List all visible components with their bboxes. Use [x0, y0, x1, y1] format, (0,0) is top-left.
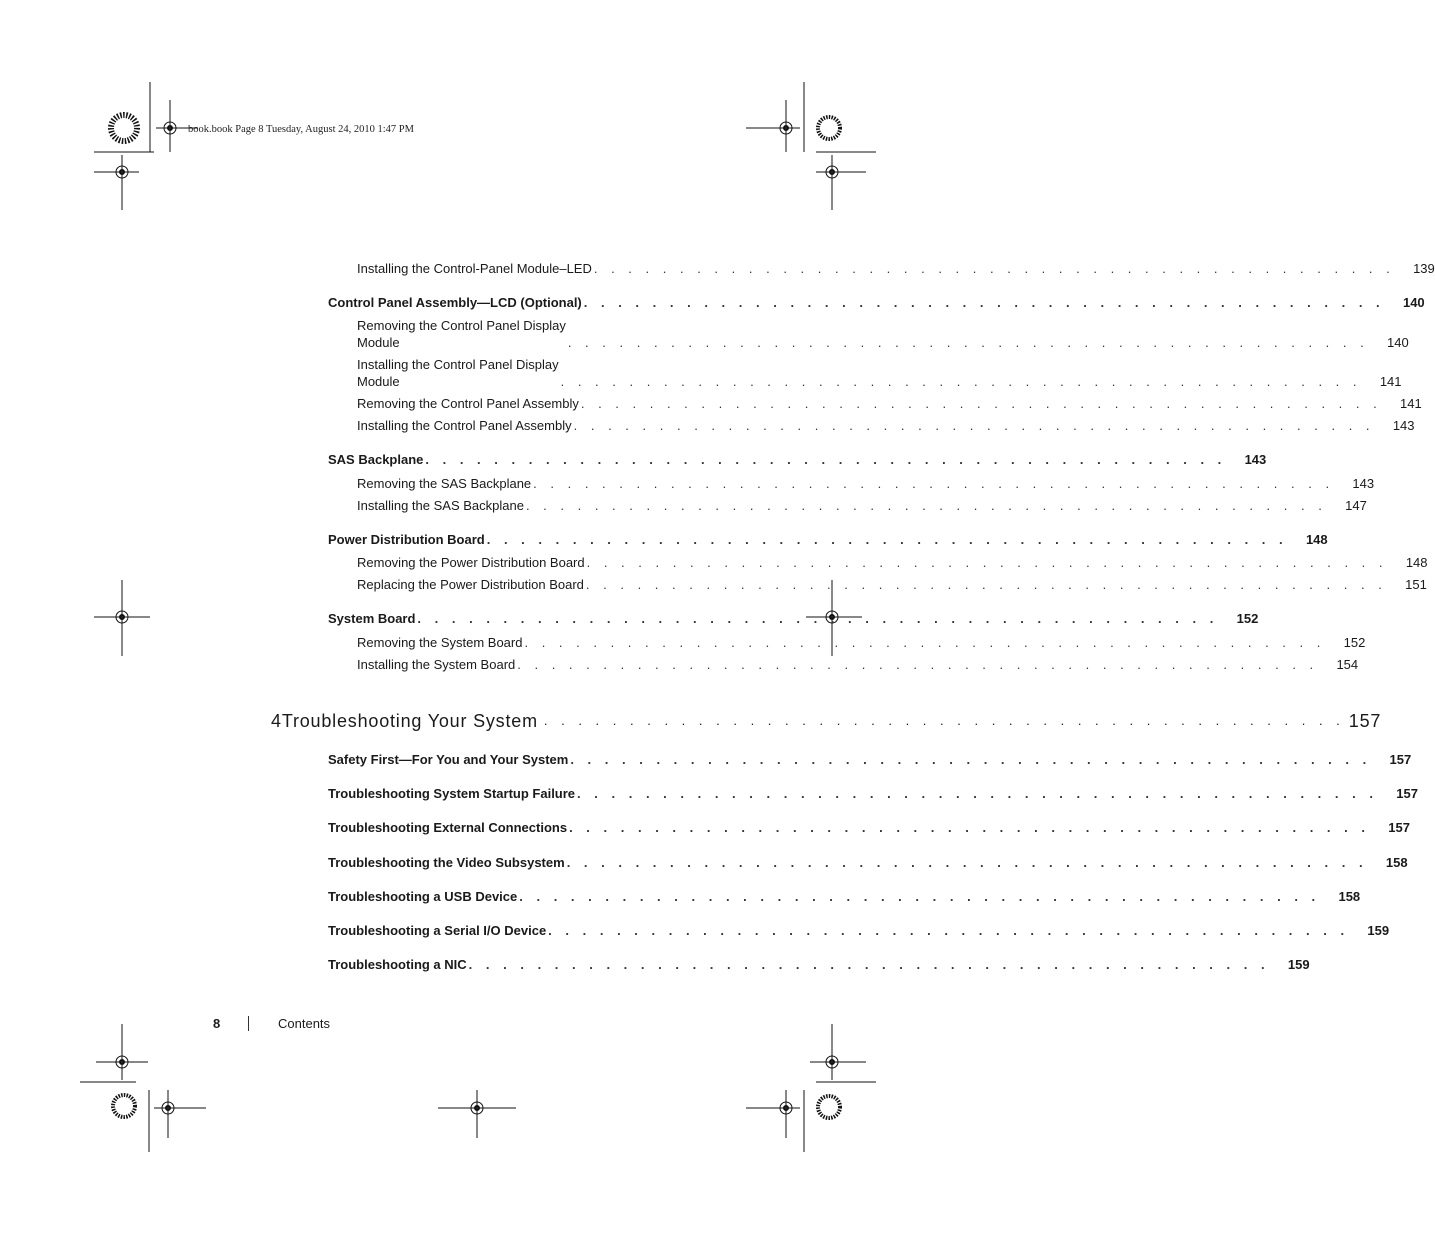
- toc-section-entry[interactable]: [328, 610, 1259, 627]
- toc-section-entry[interactable]: [328, 819, 1410, 836]
- toc-page-number: 140: [1402, 295, 1425, 310]
- toc-leader: . . . . . . . . . . . . . . . . . . . . . . . . . . . . . . . . . . . . . . . . . . . . . . .: [519, 889, 1321, 904]
- toc-entry-title: SAS Backplane: [328, 452, 424, 467]
- toc-page-number: 159: [1367, 923, 1390, 938]
- toc-entry[interactable]: [357, 417, 1415, 434]
- registration-mark-icon: [100, 100, 148, 152]
- toc-entry-title: Control Panel Assembly—LCD (Optional): [328, 295, 582, 310]
- toc-page-number: 147: [1345, 498, 1367, 513]
- toc-page-number: 152: [1236, 611, 1259, 626]
- toc-section-entry[interactable]: [328, 956, 1310, 973]
- toc-page-number: 154: [1336, 657, 1359, 672]
- toc-leader: . . . . . . . . . . . . . . . . . . . . . . . . . . . . . . . . . . . . . . . . . . . . . . .: [593, 261, 1395, 276]
- toc-page-number: 148: [1305, 532, 1328, 547]
- toc-entry-title: Removing the SAS Backplane: [357, 476, 532, 491]
- print-header: book.book Page 8 Tuesday, August 24, 2010 1:47 PM: [188, 124, 414, 135]
- toc-leader: . . . . . . . . . . . . . . . . . . . . . . . . . . . . . . . . . . . . . . . . . . . . . . .: [577, 786, 1378, 801]
- toc-entry-title: Troubleshooting External Connections: [328, 820, 568, 835]
- toc-entry-title: Troubleshooting System Startup Failure: [328, 786, 576, 801]
- toc-entry-title: Safety First—For You and Your System: [328, 752, 569, 767]
- toc-entry-title-line: Module: [357, 335, 400, 350]
- toc-page-number: 151: [1405, 577, 1427, 592]
- toc-page-number: 141: [1379, 374, 1402, 389]
- toc-entry-title: Troubleshooting a Serial I/O Device: [328, 923, 547, 938]
- toc-entry-title: Replacing the Power Distribution Board: [357, 577, 584, 592]
- toc-leader: . . . . . . . . . . . . . . . . . . . . . . . . . . . . . . . . . . . . . . . . . . . . . . .: [586, 555, 1388, 570]
- toc-entry[interactable]: [357, 475, 1375, 492]
- crosshair-icon: [94, 150, 154, 210]
- toc-page-number: 158: [1338, 889, 1361, 904]
- registration-mark-icon: [104, 1088, 146, 1128]
- toc-leader: . . . . . . . . . . . . . . . . . . . . . . . . . . . . . . . . . . . . . . . . . . . . . . .: [566, 855, 1368, 870]
- footer-divider: [248, 1016, 249, 1031]
- toc-section-entry[interactable]: [328, 751, 1412, 768]
- toc-entry-title: Installing the Control Panel Assembly: [357, 418, 572, 433]
- toc-section-entry[interactable]: [328, 785, 1418, 802]
- toc-entry-title: Removing the Control Panel Assembly: [357, 396, 579, 411]
- toc-entry-title: Troubleshooting the Video Subsystem: [328, 855, 565, 870]
- toc-leader: . . . . . . . . . . . . . . . . . . . . . . . . . . . . . . . . . . . . . . . . . . . . . . .: [583, 295, 1385, 310]
- footer-section-label: Contents: [278, 1016, 331, 1031]
- toc-page-number: 140: [1387, 335, 1409, 350]
- toc-entry[interactable]: [357, 634, 1366, 651]
- toc-entry-title: [357, 356, 559, 390]
- toc-leader: . . . . . . . . . . . . . . . . . . . . . . . . . . . . . . . . . . . . . . . . . . . . . . .: [567, 335, 1369, 350]
- toc-entry[interactable]: [357, 497, 1367, 514]
- crosshair-icon: [438, 1090, 516, 1140]
- toc-leader: . . . . . . . . . . . . . . . . . . . . . . . . . . . . . . . . . . . . . . . . . . . . . . .: [425, 452, 1227, 467]
- toc-entry-title: Installing the SAS Backplane: [357, 498, 524, 513]
- crosshair-icon: [148, 82, 198, 152]
- toc-section-entry[interactable]: [328, 294, 1425, 311]
- toc-entry-title: Troubleshooting a NIC: [328, 957, 467, 972]
- toc-page-number: 159: [1287, 957, 1310, 972]
- toc-entry[interactable]: [357, 576, 1427, 593]
- toc-page-number: 143: [1244, 452, 1267, 467]
- toc-page-number: 157: [1388, 820, 1410, 835]
- toc-leader: . . . . . . . . . . . . . . . . . . . . . . . . . . . . . . . . . . . . . . . . . . . . . . .: [569, 820, 1370, 835]
- toc-page-number: 157: [1396, 786, 1418, 801]
- toc-leader: . . . . . . . . . . . . . . . . . . . . . . . . . . . . . . . . . . . . . . . . . . . . . . .: [570, 752, 1372, 767]
- crosshair-icon: [80, 1024, 154, 1084]
- toc-chapter-entry[interactable]: [271, 710, 1382, 732]
- toc-section-entry[interactable]: [328, 888, 1361, 905]
- toc-leader: . . . . . . . . . . . . . . . . . . . . . . . . . . . . . . . . . . . . . . . . . . . . . . .: [417, 611, 1219, 626]
- toc-section-entry[interactable]: [328, 451, 1267, 468]
- toc-leader: . . . . . . . . . . . . . . . . . . . . . . . . . . . . . . . . . . . . . . . . . . . . . . .: [468, 957, 1270, 972]
- toc-page-number: 152: [1343, 635, 1366, 650]
- registration-mark-icon: [808, 104, 852, 152]
- toc-leader: . . . . . . . . . . . . . . . . . . . . . . . . . . . . . . . . . . . . . . . . . . . . . . .: [486, 532, 1288, 547]
- crosshair-icon: [806, 150, 876, 210]
- toc-page-number: 143: [1392, 418, 1415, 433]
- toc-entry-title-line: Module: [357, 374, 400, 389]
- toc-entry-title-line: Installing the Control Panel Display: [357, 357, 559, 372]
- toc-entry-title: Installing the Control-Panel Module–LED: [357, 261, 592, 276]
- toc-entry-title: Power Distribution Board: [328, 532, 485, 547]
- toc-entry-title-line: Removing the Control Panel Display: [357, 318, 566, 333]
- toc-leader: . . . . . . . . . . . . . . . . . . . . . . . . . . . . . . . . . . . . . . . . . . . . . . .: [580, 396, 1382, 411]
- toc-page-number: 139: [1413, 261, 1435, 276]
- registration-mark-icon: [808, 1088, 850, 1130]
- crosshair-icon: [746, 82, 806, 152]
- toc-leader: . . . . . . . . . . . . . . . . . . . . . . . . . . . . . . . . . . . . . . . . . . . . . . .: [573, 418, 1375, 433]
- toc-leader: . . . . . . . . . . . . . . . . . . . . . . . . . . . . . . . . . . . . . . . . . . . . . . .: [560, 374, 1362, 389]
- toc-entry-title: Removing the System Board: [357, 635, 523, 650]
- crosshair-icon: [806, 1024, 876, 1084]
- toc-leader: . . . . . . . . . . . . . . . . . . . . . . . . . . . . . . . . . . . . . . . . . . . . . . .: [543, 713, 1345, 728]
- chapter-title: Troubleshooting Your System: [281, 711, 538, 731]
- toc-section-entry[interactable]: [328, 854, 1408, 871]
- toc-leader: . . . . . . . . . . . . . . . . . . . . . . . . . . . . . . . . . . . . . . . . . . . . . . .: [525, 498, 1327, 513]
- toc-entry-title: Troubleshooting a USB Device: [328, 889, 518, 904]
- toc-leader: . . . . . . . . . . . . . . . . . . . . . . . . . . . . . . . . . . . . . . . . . . . . . . .: [524, 635, 1326, 650]
- toc-entry[interactable]: [357, 554, 1428, 571]
- chapter-number: 4: [271, 711, 282, 731]
- toc-page-number: 141: [1400, 396, 1422, 411]
- toc-page-number: 143: [1352, 476, 1375, 491]
- toc-leader: . . . . . . . . . . . . . . . . . . . . . . . . . . . . . . . . . . . . . . . . . . . . . . .: [585, 577, 1387, 592]
- toc-entry[interactable]: [357, 395, 1422, 412]
- toc-page-number: 157: [1389, 752, 1412, 767]
- toc-section-entry[interactable]: [328, 531, 1328, 548]
- crosshair-icon: [746, 1090, 808, 1152]
- toc-leader: . . . . . . . . . . . . . . . . . . . . . . . . . . . . . . . . . . . . . . . . . . . . . . .: [548, 923, 1350, 938]
- toc-entry[interactable]: [357, 260, 1435, 277]
- toc-entry[interactable]: [357, 317, 1409, 351]
- toc-entry-title: Installing the System Board: [357, 657, 516, 672]
- footer-page-number: 8: [213, 1016, 221, 1031]
- toc-entry[interactable]: [357, 656, 1359, 673]
- toc-entry-title: System Board: [328, 611, 416, 626]
- toc-section-entry[interactable]: [328, 922, 1390, 939]
- toc-entry-title: Removing the Power Distribution Board: [357, 555, 585, 570]
- toc-entry[interactable]: [357, 356, 1402, 390]
- toc-leader: . . . . . . . . . . . . . . . . . . . . . . . . . . . . . . . . . . . . . . . . . . . . . . .: [517, 657, 1319, 672]
- toc-leader: . . . . . . . . . . . . . . . . . . . . . . . . . . . . . . . . . . . . . . . . . . . . . . .: [533, 476, 1335, 491]
- toc-page-number: 148: [1405, 555, 1428, 570]
- crosshair-icon: [94, 580, 154, 656]
- chapter-page-number: 157: [1348, 711, 1382, 731]
- toc-entry-title: [357, 317, 566, 351]
- toc-page-number: 158: [1385, 855, 1408, 870]
- crosshair-icon: [146, 1090, 208, 1152]
